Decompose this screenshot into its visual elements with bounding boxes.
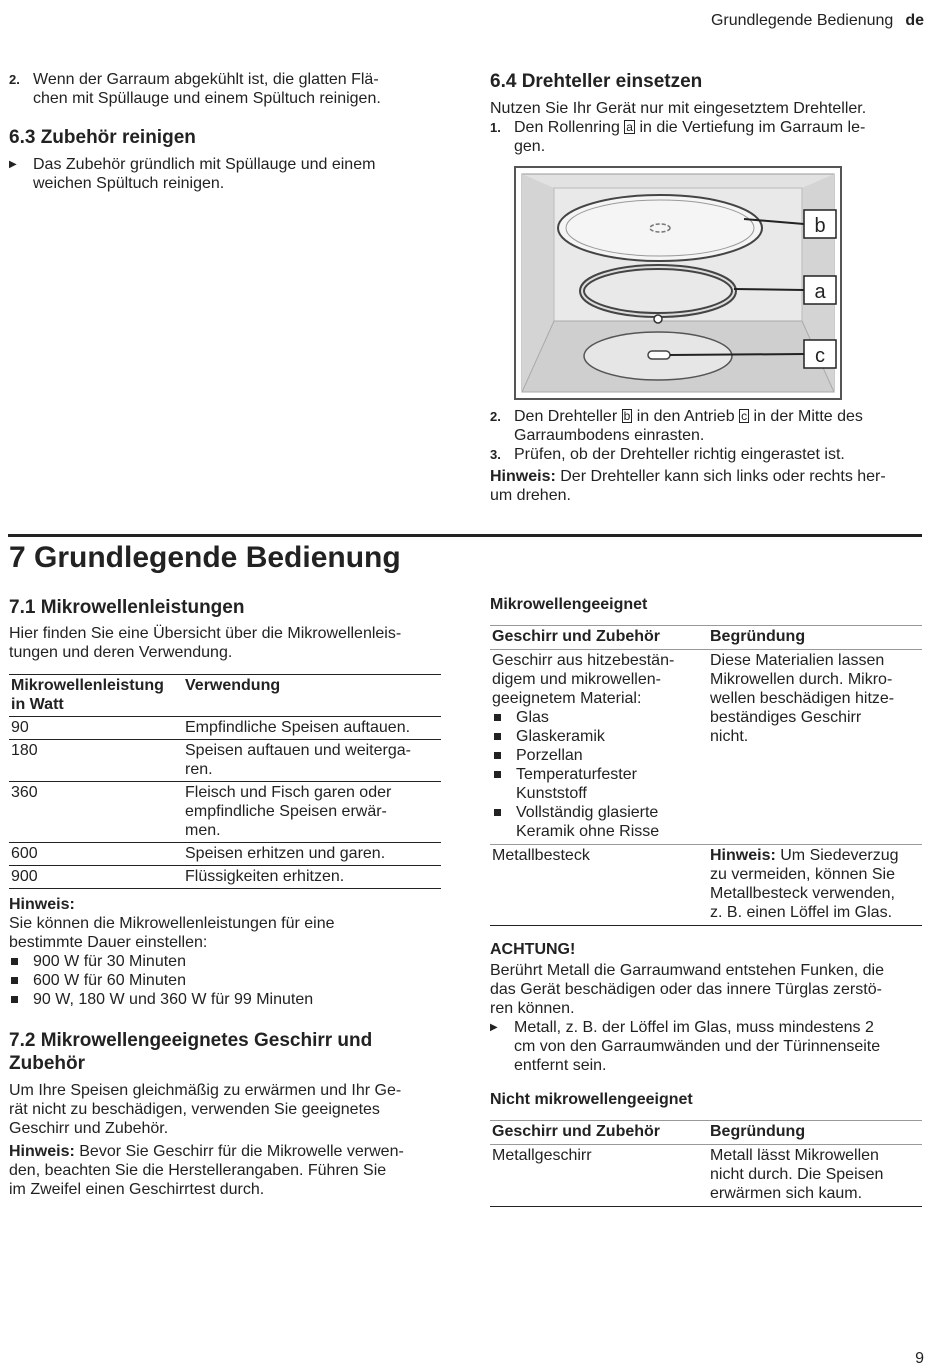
- bullet-square-icon: [9, 990, 33, 1009]
- turntable-figure: [514, 166, 842, 400]
- cell-line: Diese Materialien lassen: [710, 652, 885, 669]
- power-table: [9, 674, 441, 889]
- cell-line: Mikrowellen durch. Mikro-: [710, 671, 893, 688]
- table-row: [9, 866, 441, 889]
- note-label: Hinweis:: [710, 847, 776, 864]
- col-use-header: Verwendung: [183, 675, 441, 717]
- step2-text-b: in den Antrieb: [636, 408, 735, 425]
- intro-line2: tungen und deren Verwendung.: [9, 644, 233, 661]
- power-note: [9, 895, 441, 952]
- note-line1: Sie können die Mikrowellenleistungen für eine: [9, 915, 335, 932]
- action-line: Metall, z. B. der Löffel im Glas, muss mindestens 2: [514, 1019, 874, 1036]
- step-2-turntable: [490, 407, 922, 445]
- turntable-steps: [490, 407, 922, 505]
- bullet-text: 90 W, 180 W und 360 W für 99 Minuten: [33, 991, 314, 1008]
- use-value: Speisen erhitzen und garen.: [183, 843, 441, 866]
- note-label: Hinweis:: [9, 896, 75, 913]
- tableware-cell: Metallbesteck: [490, 845, 708, 926]
- leader-line-c: [670, 354, 804, 355]
- bullet-square-icon: [9, 952, 33, 971]
- section-heading-7-2: [9, 1029, 441, 1075]
- cell-line: nicht durch. Die Speisen: [710, 1166, 884, 1183]
- table-row: [9, 740, 441, 782]
- note-7-2: [9, 1142, 441, 1199]
- label-c-box: c: [741, 409, 748, 423]
- bullet-text: 900 W für 30 Minuten: [33, 953, 186, 970]
- bullet-square-icon: [492, 708, 516, 727]
- heading-line2: Zubehör: [9, 1053, 85, 1074]
- power-value: 180: [9, 740, 183, 782]
- action-line: entfernt sein.: [514, 1057, 607, 1074]
- leader-line-a: [734, 289, 804, 290]
- action-line: cm von den Garraumwänden und der Türinnenseite: [514, 1038, 881, 1055]
- table-row: [9, 717, 441, 740]
- bullet-square-icon: [492, 727, 516, 746]
- cell-line: wellen beschädigen hitze-: [710, 690, 895, 707]
- action-line1: Das Zubehör gründlich mit Spüllauge und einem: [33, 156, 376, 173]
- power-value: 600: [9, 843, 183, 866]
- use-value: Empfindliche Speisen auftauen.: [183, 717, 441, 740]
- reason-cell: [708, 845, 922, 926]
- label-a-box: a: [626, 120, 633, 134]
- step1-text-a: Den Rollenring: [514, 119, 620, 136]
- chapter-rule: [8, 534, 922, 537]
- cell-line: geeignetem Material:: [492, 690, 642, 707]
- p1-line2: rät nicht zu beschädigen, verwenden Sie geeignetes: [9, 1101, 380, 1118]
- bullet-text: Kunststoff: [516, 785, 587, 802]
- step-text-line1: Wenn der Garraum abgekühlt ist, die glatten Flä-: [33, 71, 379, 88]
- col-power-line2: in Watt: [11, 696, 64, 713]
- page-number: 9: [915, 1350, 924, 1367]
- power-value: 360: [9, 782, 183, 843]
- list-item: [492, 746, 706, 765]
- cell-line: erwärmen sich kaum.: [710, 1185, 863, 1202]
- bullet-text: Vollständig glasierte: [516, 804, 659, 821]
- step-number: 2.: [9, 72, 20, 87]
- suitable-table: [490, 625, 922, 926]
- chapter-title: 7 Grundlegende Bedienung: [9, 541, 401, 574]
- section-heading-6-4: 6.4 Drehteller einsetzen: [490, 71, 703, 92]
- bullet-text: Porzellan: [516, 747, 583, 764]
- power-value: 900: [9, 866, 183, 889]
- bullet-text: 600 W für 60 Minuten: [33, 972, 186, 989]
- action-triangle-icon: ▶: [9, 159, 17, 170]
- list-item: [9, 971, 441, 990]
- p2-line1: Bevor Sie Geschirr für die Mikrowelle verwen-: [79, 1143, 404, 1160]
- paragraph-7-2: [9, 1081, 441, 1138]
- intro-7-1: [9, 624, 441, 662]
- table-row: [490, 1145, 922, 1207]
- section-heading-6-3: 6.3 Zubehör reinigen: [9, 127, 196, 148]
- bullet-text: Temperaturfester: [516, 766, 637, 783]
- col-reason-header: Begründung: [708, 626, 922, 650]
- use-line: Speisen auftauen und weiterga-: [185, 742, 411, 759]
- use-line: men.: [185, 822, 221, 839]
- cell-line: Metall lässt Mikrowellen: [710, 1147, 879, 1164]
- use-value: [183, 740, 441, 782]
- bullet-text: Glas: [516, 709, 549, 726]
- col-power-line1: Mikrowellenleistung: [11, 677, 164, 694]
- step-number: 2.: [490, 409, 501, 424]
- label-c: c: [815, 345, 825, 367]
- intro-line1: Hier finden Sie eine Übersicht über die Mikrowellenleis-: [9, 625, 402, 642]
- step-number: 3.: [490, 447, 501, 462]
- p1-line3: Geschirr und Zubehör.: [9, 1120, 169, 1137]
- roller-wheel: [654, 315, 662, 323]
- col-tableware-header: Geschirr und Zubehör: [490, 626, 708, 650]
- turntable-plate: [558, 195, 762, 261]
- drive-coupler: [648, 351, 670, 359]
- table-row: [9, 843, 441, 866]
- label-a: a: [814, 281, 826, 303]
- bullet-square-icon: [492, 765, 516, 803]
- left-column: [9, 596, 441, 1199]
- action-triangle-icon: ▶: [490, 1022, 498, 1033]
- bullet-square-icon: [492, 803, 516, 841]
- use-line: ren.: [185, 761, 213, 778]
- table-row: [9, 782, 441, 843]
- warning-action: [490, 1018, 922, 1075]
- intro-text: Nutzen Sie Ihr Gerät nur mit eingesetztem Drehteller.: [490, 100, 867, 117]
- header-language: de: [905, 12, 924, 29]
- use-value: Flüssigkeiten erhitzen.: [183, 866, 441, 889]
- step-number: 1.: [490, 120, 501, 135]
- action-line2: weichen Spültuch reinigen.: [33, 175, 225, 192]
- list-item: [9, 990, 441, 1009]
- col-tableware-header: Geschirr und Zubehör: [490, 1121, 708, 1145]
- header-title: Grundlegende Bedienung: [710, 12, 894, 29]
- cell-line: Um Siedeverzug: [780, 847, 899, 864]
- bullet-text: Glaskeramik: [516, 728, 605, 745]
- suitable-heading: Mikrowellengeeignet: [490, 596, 648, 613]
- col-reason-header: Begründung: [708, 1121, 922, 1145]
- step1-text-c: gen.: [514, 138, 546, 155]
- label-b: b: [814, 215, 826, 237]
- turntable-note: [490, 467, 922, 505]
- cell-line: beständiges Geschirr: [710, 709, 862, 726]
- table-row: [490, 650, 922, 845]
- running-header: [711, 11, 924, 30]
- note-line2: bestimmte Dauer einstellen:: [9, 934, 208, 951]
- note-line1: Der Drehteller kann sich links oder rechts her-: [560, 468, 886, 485]
- step2-text-a: Den Drehteller: [514, 408, 618, 425]
- table-row: [490, 845, 922, 926]
- cell-line: nicht.: [710, 728, 749, 745]
- warning-line: Berührt Metall die Garraumwand entstehen Funken, die: [490, 962, 884, 979]
- warning-line: ren können.: [490, 1000, 575, 1017]
- use-value: [183, 782, 441, 843]
- list-item: [492, 765, 706, 803]
- tableware-cell: Metallgeschirr: [490, 1145, 708, 1207]
- section-heading-7-1: 7.1 Mikrowellenleistungen: [9, 597, 245, 618]
- cell-line: digem und mikrowellen-: [492, 671, 661, 688]
- label-b-box: b: [623, 409, 631, 423]
- bullet-text: Keramik ohne Risse: [516, 823, 660, 840]
- top-right-column: [490, 70, 922, 156]
- use-line: empfindliche Speisen erwär-: [185, 803, 387, 820]
- reason-cell: [708, 650, 922, 845]
- not-suitable-table: [490, 1120, 922, 1207]
- right-column: [490, 595, 922, 1207]
- cell-line: Metallbesteck verwenden,: [710, 885, 895, 902]
- note-line2: um drehen.: [490, 487, 571, 504]
- p2-line3: im Zweifel einen Geschirrtest durch.: [9, 1181, 265, 1198]
- cell-line: Geschirr aus hitzebestän-: [492, 652, 675, 669]
- step-text-line2: chen mit Spüllauge und einem Spültuch reinigen.: [33, 90, 381, 107]
- step-1-ring: [490, 118, 922, 156]
- list-item: [492, 727, 706, 746]
- tableware-cell: [490, 650, 708, 845]
- list-item: [9, 952, 441, 971]
- power-value: 90: [9, 717, 183, 740]
- note-label: Hinweis:: [9, 1143, 75, 1160]
- action-clean-accessories: [9, 155, 439, 193]
- top-left-column: [9, 70, 439, 193]
- step2-text-d: Garraumbodens einrasten.: [514, 427, 705, 444]
- cell-line: zu vermeiden, können Sie: [710, 866, 895, 883]
- note-label: Hinweis:: [490, 468, 556, 485]
- turntable-illustration: [514, 166, 842, 400]
- reason-cell: [708, 1145, 922, 1207]
- warning-heading: ACHTUNG!: [490, 941, 576, 958]
- step-3-check: [490, 445, 922, 464]
- bullet-square-icon: [9, 971, 33, 990]
- warning-line: das Gerät beschädigen oder das innere Türglas zerstö-: [490, 981, 882, 998]
- col-power-header: [9, 675, 183, 717]
- p1-line1: Um Ihre Speisen gleichmäßig zu erwärmen und Ihr Ge-: [9, 1082, 402, 1099]
- not-suitable-heading: Nicht mikrowellengeeignet: [490, 1091, 693, 1108]
- step1-text-b: in die Vertiefung im Garraum le-: [639, 119, 866, 136]
- list-item: [492, 708, 706, 727]
- list-item: [492, 803, 706, 841]
- step2-text-c: in der Mitte des: [753, 408, 863, 425]
- use-line: Fleisch und Fisch garen oder: [185, 784, 392, 801]
- warning-text: [490, 961, 922, 1018]
- p2-line2: den, beachten Sie die Herstellerangaben. Führen Sie: [9, 1162, 387, 1179]
- step-2-cleaning: [9, 70, 439, 108]
- cell-line: z. B. einen Löffel im Glas.: [710, 904, 893, 921]
- bullet-square-icon: [492, 746, 516, 765]
- step3-text: Prüfen, ob der Drehteller richtig eingerastet ist.: [514, 446, 845, 463]
- heading-line1: 7.2 Mikrowellengeeignetes Geschirr und: [9, 1030, 373, 1051]
